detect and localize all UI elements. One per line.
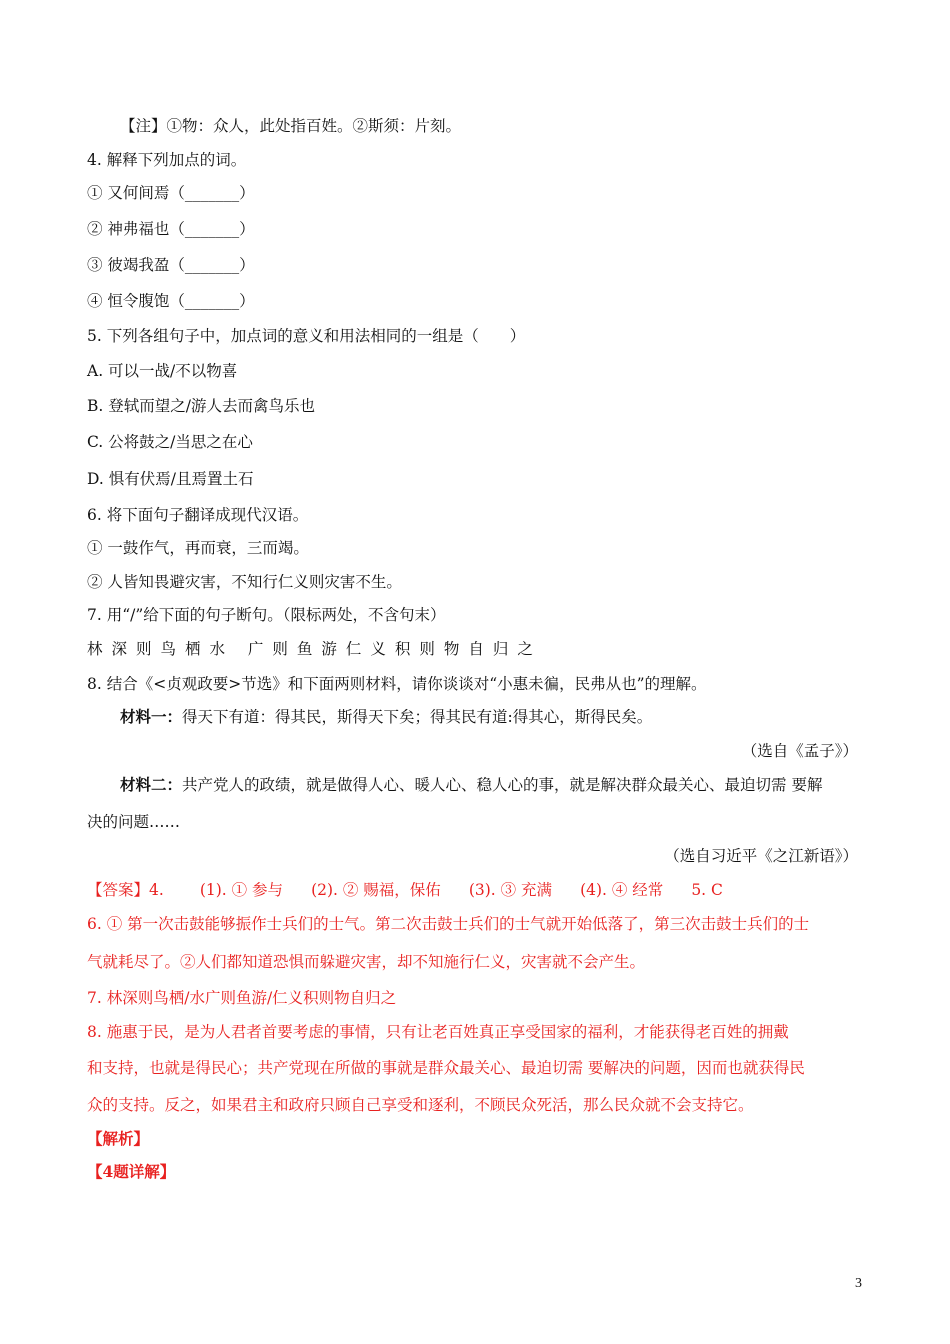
q4-item-4: ④ 恒令腹饱（_______） — [87, 292, 255, 310]
material-two-text: 共产党人的政绩，就是做得人心、暖人心、稳人心的事，就是解决群众最关心、最迫切需 要解 — [182, 776, 823, 794]
note: 【注】①物：众人，此处指百姓。②斯须：片刻。 — [120, 117, 462, 135]
q5-option-b: B. 登轼而望之/游人去而禽鸟乐也 — [87, 397, 315, 415]
q7-title: 7. 用“/”给下面的句子断句。（限标两处，不含句末） — [87, 606, 446, 624]
q7-text: 林深则鸟栖水 广则鱼游仁义积则物自归之 — [87, 640, 542, 658]
q8-title: 8. 结合《<贞观政要>节选》和下面两则材料，请你谈谈对“小惠未徧，民弗从也”的理解。 — [87, 675, 707, 693]
analysis-label: 【解析】 — [87, 1129, 150, 1148]
detail-label: 【4题详解】 — [87, 1162, 176, 1181]
answer-seg-2: (2). ② 赐福，保佑 — [311, 881, 441, 899]
q5-title: 5. 下列各组句子中，加点词的意义和用法相同的一组是（ ） — [87, 327, 526, 345]
answer-q8-line1: 8. 施惠于民，是为人君者首要考虑的事情，只有让老百姓真正享受国家的福利，才能获得老百姓的拥戴 — [87, 1023, 789, 1041]
answer-q5: 5. C — [691, 881, 723, 899]
answer-q6-line1: 6. ① 第一次击鼓能够振作士兵们的士气。第二次击鼓士兵们的士气就开始低落了，第三次击鼓士兵们的士 — [87, 915, 810, 933]
answer-q7: 7. 林深则鸟栖/水广则鱼游/仁义积则物自归之 — [87, 989, 397, 1007]
material-two-label: 材料二： — [120, 775, 183, 794]
q4-item-1: ① 又何间焉（_______） — [87, 184, 255, 202]
answer-q4-prefix: 4. — [149, 881, 164, 899]
q4-item-2: ② 神弗福也（_______） — [87, 220, 255, 238]
answer-line — [87, 879, 723, 901]
q6-title: 6. 将下面句子翻译成现代汉语。 — [87, 506, 309, 524]
q5-option-c: C. 公将鼓之/当思之在心 — [87, 433, 253, 451]
q6-item-2: ② 人皆知畏避灾害，不知行仁义则灾害不生。 — [87, 573, 402, 591]
material-two — [120, 774, 822, 796]
q5-option-a: A. 可以一战/不以物喜 — [87, 362, 238, 380]
material-two-cont: 决的问题…… — [87, 813, 181, 831]
q4-title: 4. 解释下列加点的词。 — [87, 151, 247, 169]
material-two-source: （选自习近平《之江新语》） — [664, 847, 858, 865]
answer-seg-3: (3). ③ 充满 — [468, 881, 553, 899]
q6-item-1: ① 一鼓作气，再而衰，三而竭。 — [87, 539, 309, 557]
answer-q8-line3: 众的支持。反之，如果君主和政府只顾自己享受和逐利，不顾民众死活，那么民众就不会支持它。 — [87, 1096, 754, 1114]
material-one-source: （选自《孟子》） — [741, 742, 858, 760]
page-number: 3 — [855, 1276, 862, 1291]
answer-seg-1: (1). ① 参与 — [199, 881, 284, 899]
q4-item-3: ③ 彼竭我盈（_______） — [87, 256, 255, 274]
answer-q6-line2: 气就耗尽了。②人们都知道恐惧而躲避灾害，却不知施行仁义，灾害就不会产生。 — [87, 953, 646, 971]
answer-q8-line2: 和支持，也就是得民心；共产党现在所做的事就是群众最关心、最迫切需 要解决的问题，因而也就获得民 — [87, 1059, 805, 1077]
answer-seg-4: (4). ④ 经常 — [580, 881, 664, 899]
material-one-label: 材料一： — [120, 707, 183, 726]
answer-label: 【答案】 — [87, 881, 150, 899]
material-one-text: 得天下有道：得其民，斯得天下矣；得其民有道:得其心，斯得民矣。 — [182, 708, 653, 726]
material-one — [120, 706, 652, 728]
q5-option-d: D. 惧有伏焉/且焉置土石 — [87, 470, 254, 488]
